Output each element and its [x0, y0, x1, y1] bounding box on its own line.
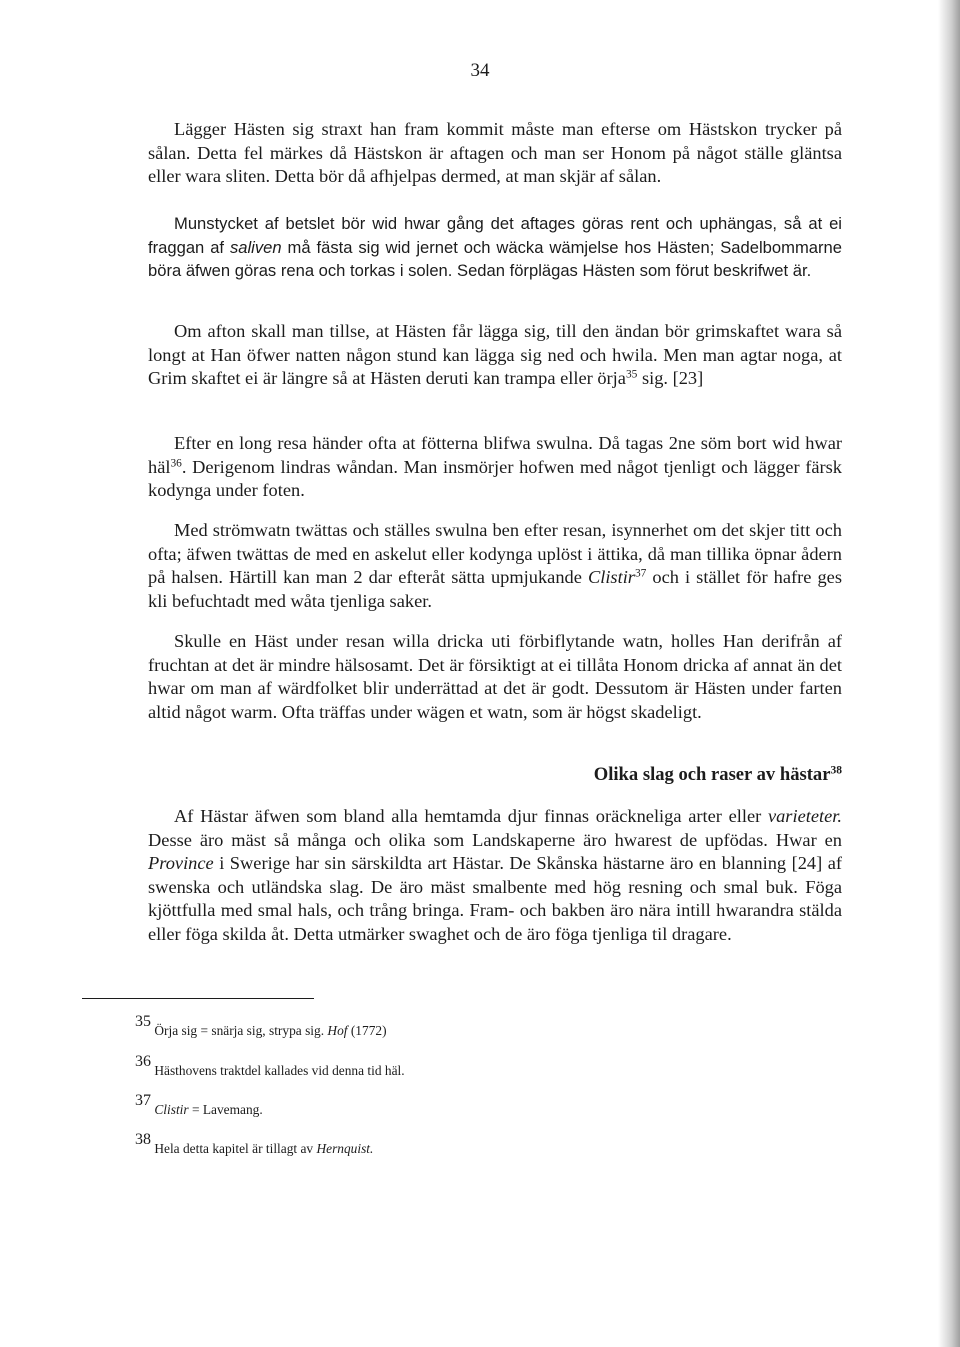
- paragraph: [148, 630, 842, 724]
- paragraph: [148, 519, 842, 613]
- footnote-number: 36: [135, 1053, 151, 1071]
- text-run: må fästa sig wid jernet och wäcka wämjelse hos Hästen; Sadelbommarne böra äfwen göras rena och torkas i solen. Sedan förplägas Hästen som förut beskrifwet är.: [148, 237, 842, 281]
- footnote: [135, 1053, 405, 1080]
- footnote-divider: [82, 998, 314, 999]
- text-run: Om afton skall man tillse, at Hästen får lägga sig, till den ändan bör grimskaftet wara så longt at Han öfwer natten någon stund kan lägga sig ned och hwila. Men man agtar noga, at Grim skaftet ei är längre så at Hästen deruti kan trampa eller örja: [148, 321, 842, 389]
- paragraph: [148, 432, 842, 503]
- footnote: [135, 1092, 263, 1119]
- footnote-number: 38: [135, 1131, 151, 1149]
- text-run: Af Hästar äfwen som bland alla hemtamda djur finnas oräckneliga arter eller: [174, 806, 768, 826]
- paragraph: [148, 212, 842, 283]
- text-run: och i stället för hafre ges kli befuchtadt med wåta tjenliga saker.: [148, 567, 842, 611]
- text-run: Hästhovens traktdel kallades vid denna tid häl.: [151, 1063, 405, 1078]
- footnote-ref: 35: [625, 368, 638, 381]
- text-run: Lägger Hästen sig straxt han fram kommit måste man efterse om Hästskon trycker på sålan. Detta fel märkes då Hästskon är aftagen och man ser Honom på något ställe gläntsa eller wara sliten. Detta bör då afhjelpas dermed, at man skjär af sålan.: [148, 119, 842, 187]
- text-run: sig. [23]: [637, 368, 704, 389]
- italic-text: Hof: [327, 1023, 348, 1038]
- text-run: . Derigenom lindras wåndan. Man insmörjer hofwen med något tjenligt och lägger färsk kodynga under foten.: [148, 456, 842, 501]
- paragraph: [148, 320, 842, 391]
- scan-shadow-edge: [938, 0, 960, 1347]
- italic-text: Province: [148, 853, 214, 874]
- italic-text: Clistir: [154, 1102, 189, 1117]
- text-run: i Swerige har sin särskildta art Hästar. De Skånska hästarne äro en blanning [24] af swenska och utländska slag. De äro mäst smalbente med hög resning och smal buk. Föga kjöttfulla med smal hals, och trång bringa. Fram- och bakben äro nära intill hwarandra stälda eller föga skilda åt. Detta utmärker swaghet och de äro föga tjenliga til dragare.: [148, 853, 842, 944]
- paragraph: [148, 805, 842, 947]
- section-heading-text: Olika slag och raser av hästar: [593, 764, 831, 785]
- text-run: Skulle en Häst under resan willa dricka uti förbiflytande watn, holles Han derifrån af fruchtan at det är mindre hälsosamt. Det är försiktigt at ei tillåta Honom dricka af annat än det hwar om man af wärdfolket blir underrättad at det är godt. Dessutom är Hästen under farten altid något warm. Ofta träffas under wägen et watn, som är högst skadeligt.: [148, 631, 842, 722]
- footnote: [135, 1013, 387, 1040]
- page-number: 34: [470, 60, 490, 81]
- footnote-ref: 36: [170, 457, 182, 470]
- italic-text: Clistir: [587, 567, 635, 588]
- text-run: Munstycket af betslet bör wid hwar gång det aftages göras rent och uphängas, så at ei fraggan af: [148, 214, 842, 257]
- text-run: = Lavemang.: [188, 1102, 263, 1117]
- footnote-ref: 37: [634, 567, 647, 580]
- section-heading: [594, 764, 842, 786]
- text-run: Med strömwatn twättas och ställes swulna ben efter resan, isynnerhet om det skjer titt och ofta; äfwen twättas de med en askelut eller kodynga uplöst i ättika, då man tillika öpnar ådern på halsen. Härtill kan man 2 dar efteråt sätta upmjukande: [148, 520, 842, 588]
- text-run: Efter en long resa händer ofta at fötterna blifwa swulna. Då tagas 2ne söm bort wid hwar häl: [148, 433, 842, 477]
- italic-text: Hernquist.: [316, 1141, 374, 1156]
- footnote-number: 35: [135, 1013, 151, 1031]
- text-run: Desse äro mäst så många och olika som Landskaperne äro hwarest de upfödas. Hwar en: [148, 829, 842, 850]
- italic-text: saliven: [229, 237, 282, 257]
- text-run: Hela detta kapitel är tillagt av: [151, 1141, 317, 1156]
- footnote-number: 37: [135, 1092, 151, 1110]
- footnote: [135, 1131, 374, 1158]
- italic-text: varieteter.: [767, 806, 842, 826]
- text-run: Örja sig = snärja sig, strypa sig.: [151, 1023, 328, 1038]
- paragraph: [148, 118, 842, 189]
- text-run: (1772): [347, 1023, 387, 1038]
- footnote-ref: 38: [830, 764, 842, 777]
